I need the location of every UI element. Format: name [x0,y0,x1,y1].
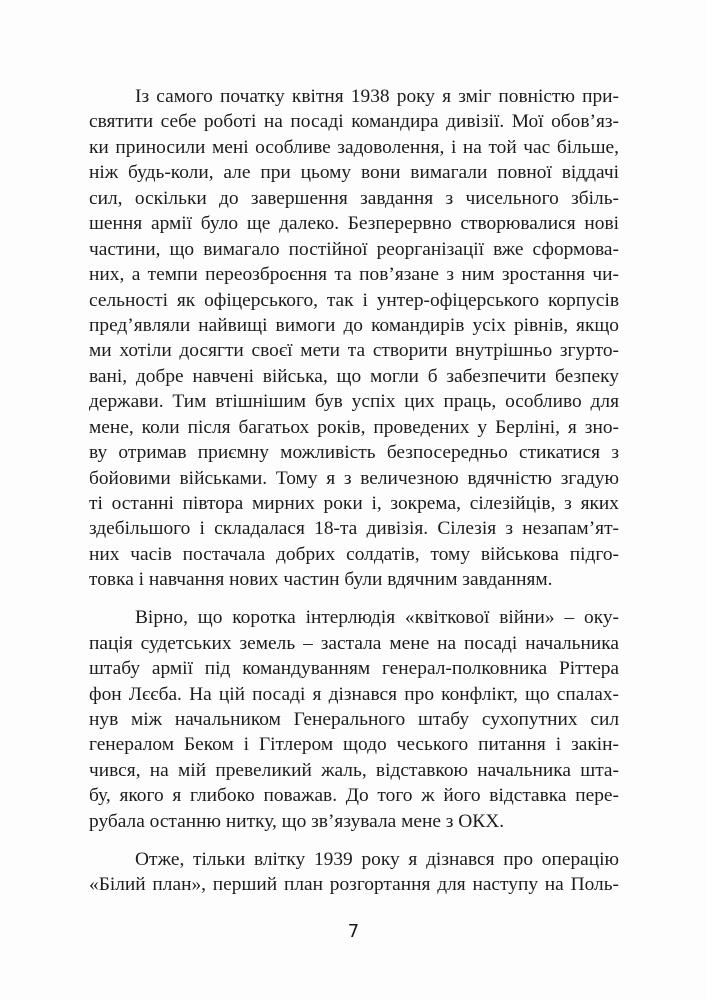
text-line: них часів постачала добрих солдатів, тому військова підго- [89,543,619,565]
paragraph-3 [89,847,619,898]
text-line: ву отримав приємну можливість безпосередньо стикатися з [89,442,619,464]
text-line: держави. Тим втішнішим був успіх цих праць, особливо для [89,391,619,413]
text-line: них, а темпи переозброєння та пов’язане з ним зростання чи- [89,264,619,286]
text-line: Вірно, що коротка інтерлюдія «квіткової війни» – оку- [135,607,619,629]
text-line: фон Лєєба. На цій посаді я дізнався про конфлікт, що спалах- [89,683,619,705]
text-line: сельності як офіцерського, так і унтер-офіцерського корпусів [89,289,619,311]
text-line: товка і навчання нових частин були вдячним завданням. [89,569,553,591]
text-line: Із самого початку квітня 1938 року я зміг повністю при- [135,86,619,107]
text-line: частини, що вимагало постійної реорганізації вже сформова- [89,238,619,260]
text-line: пред’являли найвищі вимоги до командирів усіх рівнів, якщо [89,314,619,336]
text-line: здебільшого і складалася 18-та дивізія. Сілезія з незапам’ят- [89,518,619,540]
text-line: штабу армії під командуванням генерал-полковника Ріттера [89,658,619,680]
page-number: 7 [347,921,360,942]
text-line: ті останні півтора мирних роки і, зокрема, сілезійців, з яких [89,493,619,514]
text-line: шення армії було ще далеко. Безперервно створювалися нові [89,213,619,235]
text-line: ми хотіли досягти своєї мети та створити внутрішньо згурто- [89,340,619,362]
text-line: чився, на мій превеликий жаль, відставкою начальника шта- [89,759,619,781]
text-line: нув між начальником Генерального штабу сухопутних сил [89,709,619,730]
text-line: вані, добре навчені війська, що могли б забезпечити безпеку [89,365,619,387]
text-line: пація судетських земель – застала мене на посаді начальника [89,632,619,654]
text-line: генералом Беком і Гітлером щодо чеського питання і закін- [89,734,619,756]
text-line: ки приносили мені особливе задоволення, і на той час більше, [89,136,619,158]
text-line: бу, якого я глибоко поважав. До того ж його відставка пере- [89,785,619,807]
text-line: святити себе роботі на посаді командира дивізії. Мої обов’яз- [89,111,619,133]
paragraph-2 [89,605,619,834]
text-line: ніж будь-коли, але при цьому вони вимагали повної віддачі [89,162,619,184]
text-line: бойовими військами. Тому я з величезною вдячністю згадую [89,467,619,489]
paragraph-1 [89,84,619,593]
text-line: сил, оскільки до завершення завдання з чисельного збіль- [89,187,619,209]
text-line: «Білий план», перший план розгортання для наступу на Поль- [89,874,619,896]
text-line: мене, коли після багатьох років, проведених у Берліні, я зно- [89,416,619,438]
body-text [89,84,619,910]
text-line: рубала останню нитку, що зв’язувала мене з ОКХ. [89,810,505,832]
text-line: Отже, тільки влітку 1939 року я дізнався про операцію [135,848,619,870]
